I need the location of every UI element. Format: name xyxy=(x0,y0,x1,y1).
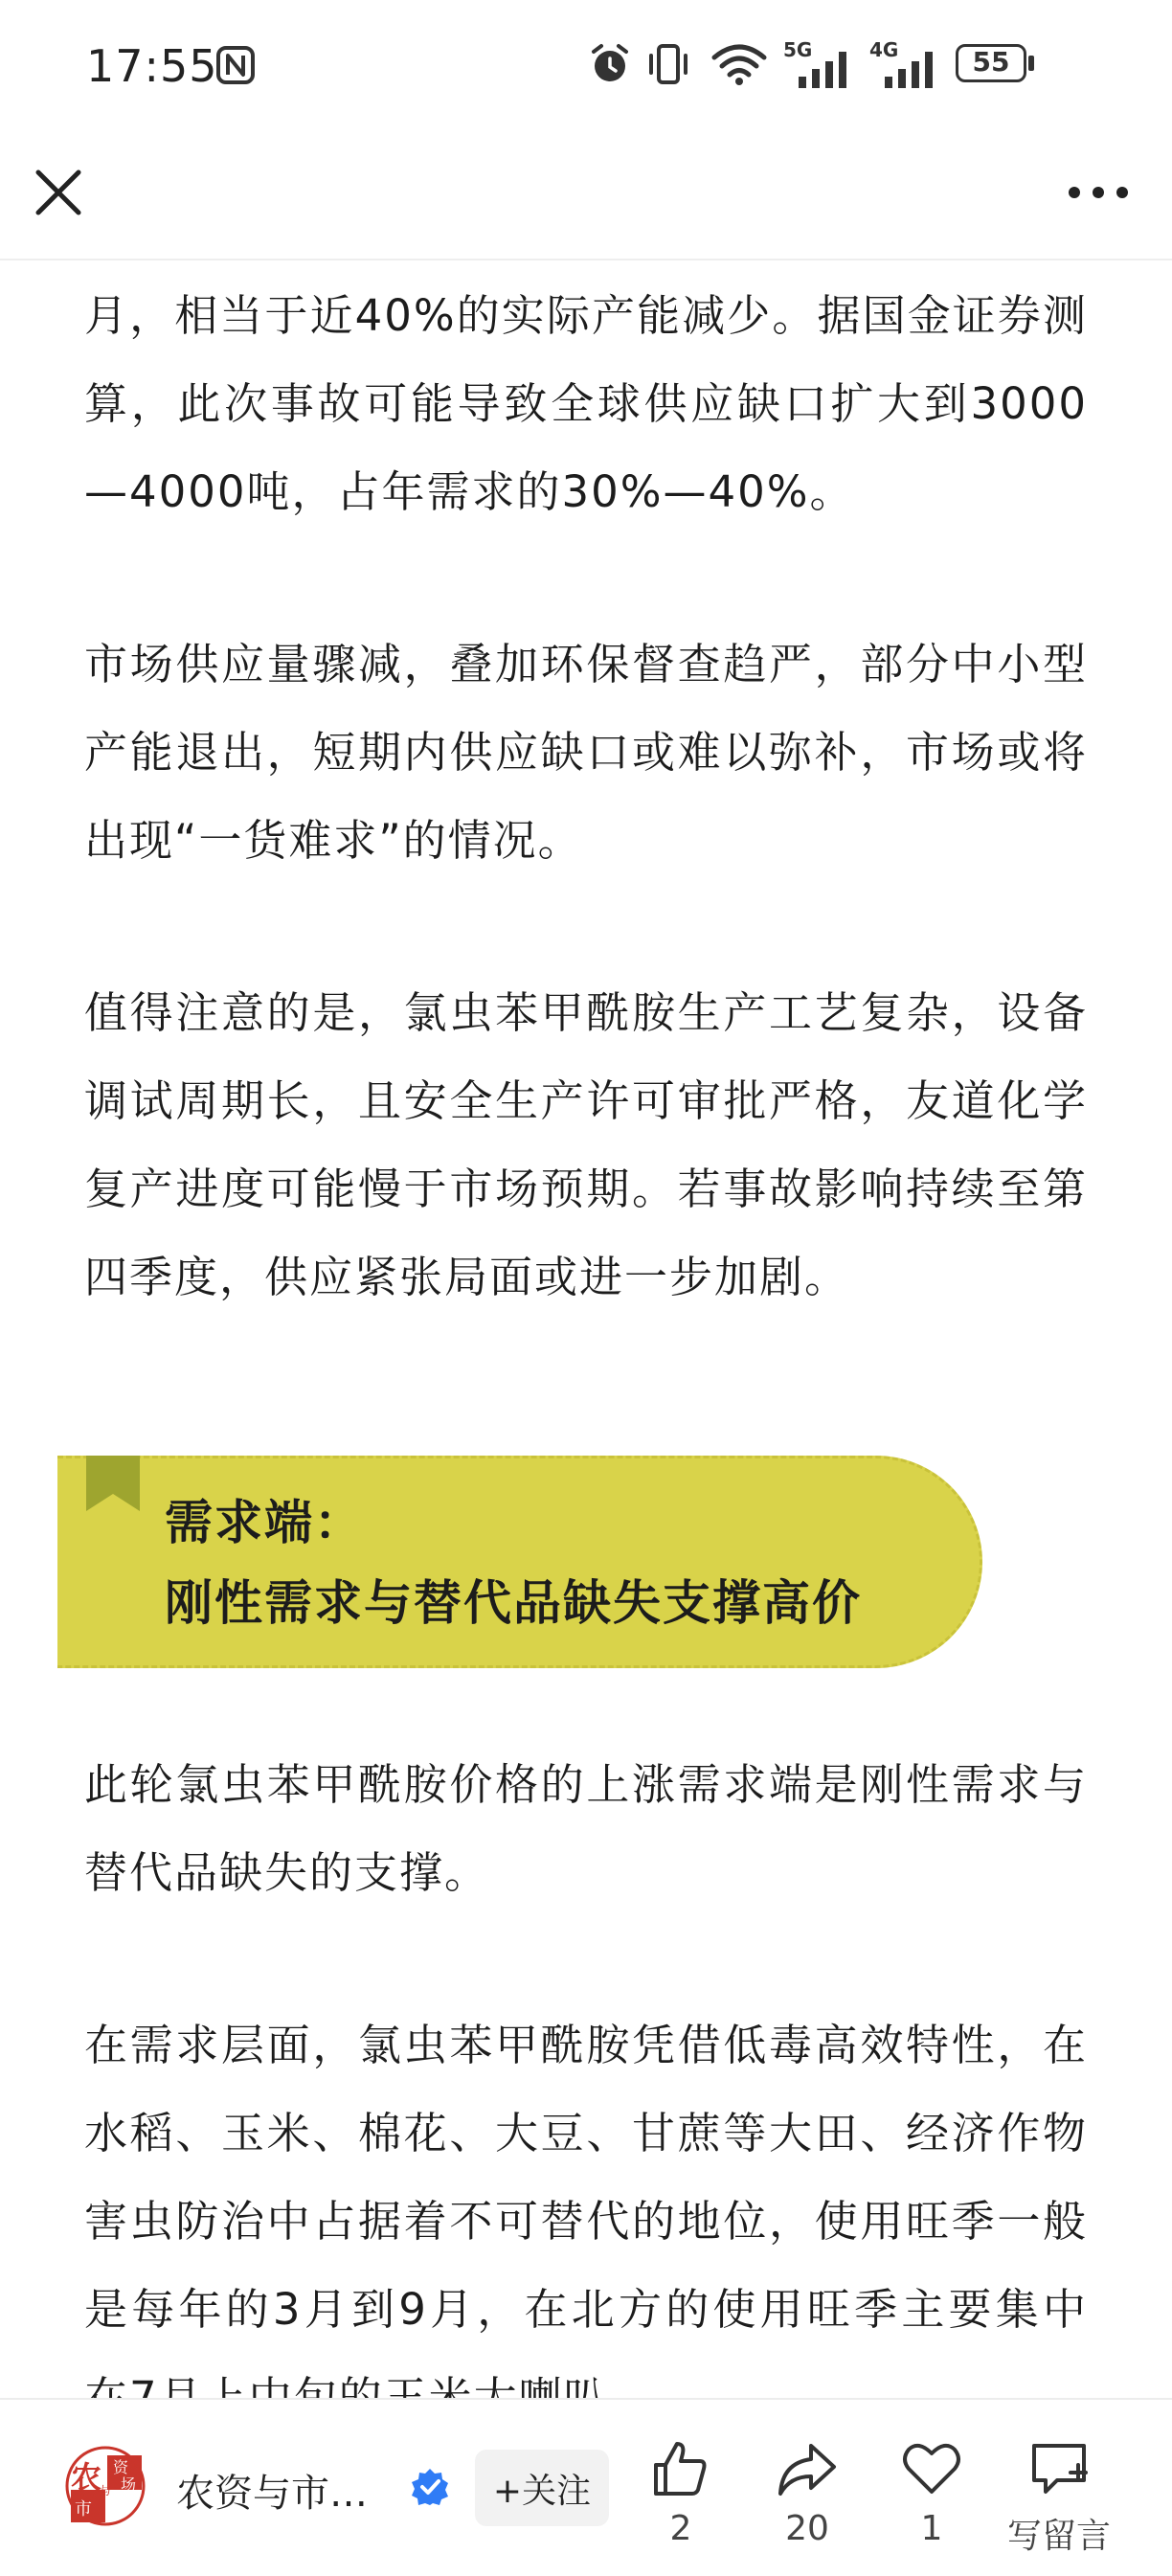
article-body-bottom xyxy=(84,1741,1088,2442)
paragraph: 月，相当于近40%的实际产能减少。据国金证券测算，此次事故可能导致全球供应缺口扩大到3000—4000吨，占年需求的30%—40%。 xyxy=(84,290,1088,517)
network-type-4g: 4G xyxy=(869,38,899,61)
paragraph: 值得注意的是，氯虫苯甲酰胺生产工艺复杂，设备调试周期长，且安全生产许可审批严格，友道化学复产进度可能慢于市场预期。若事故影响持续至第四季度，供应紧张局面或进一步加剧。 xyxy=(84,987,1088,1302)
signal-5g-icon xyxy=(783,38,854,90)
network-type-5g: 5G xyxy=(783,38,813,61)
write-comment-button[interactable] xyxy=(1000,2438,1118,2558)
top-nav xyxy=(0,134,1172,260)
account-name[interactable]: 农资与市… xyxy=(176,2472,368,2516)
alarm-icon xyxy=(588,42,632,86)
favorite-count: 1 xyxy=(920,2509,943,2548)
status-bar xyxy=(0,0,1172,134)
logo-char: 资 xyxy=(113,2458,129,2476)
logo-char: 场 xyxy=(121,2475,137,2494)
bottom-action-bar xyxy=(0,2398,1172,2576)
paragraph: 在需求层面，氯虫苯甲酰胺凭借低毒高效特性，在水稻、玉米、棉花、大豆、甘蔗等大田、经济作物害虫防治中占据着不可替代的地位，使用旺季一般是每年的3月到9月，在北方的使用旺季主要集中 xyxy=(84,2020,1088,2335)
logo-char: 市 xyxy=(75,2499,92,2520)
like-count: 2 xyxy=(669,2509,692,2548)
status-time: 17:55 xyxy=(86,40,218,92)
wifi-icon xyxy=(710,42,768,86)
verified-badge-icon xyxy=(410,2467,450,2507)
section-heading-line-1: 需求端： xyxy=(165,1495,364,1550)
article-body-top xyxy=(84,272,1088,1322)
nfc-icon xyxy=(216,46,255,84)
write-comment-label: 写留言 xyxy=(1006,2517,1111,2556)
follow-button[interactable]: +关注 xyxy=(475,2450,609,2526)
more-options-icon[interactable] xyxy=(1063,169,1134,216)
battery-level: 55 xyxy=(972,46,1010,78)
share-icon xyxy=(777,2438,838,2499)
share-count: 20 xyxy=(785,2509,829,2548)
logo-char: 与 xyxy=(100,2484,112,2497)
share-button[interactable] xyxy=(755,2438,860,2548)
like-button[interactable] xyxy=(628,2438,733,2548)
paragraph: 市场供应量骤减，叠加环保督查趋严，部分中小型产能退出，短期内供应缺口或难以弥补，市场或将出现“一货难求”的情况。 xyxy=(84,639,1088,866)
heart-icon xyxy=(901,2438,962,2499)
section-heading-line-2: 刚性需求与替代品缺失支撑高价 xyxy=(165,1575,862,1631)
paragraph: 此轮氯虫苯甲酰胺价格的上涨需求端是刚性需求与替代品缺失的支撑。 xyxy=(84,1759,1088,1898)
battery-icon xyxy=(956,44,1036,84)
signal-4g-icon xyxy=(869,38,940,90)
section-heading-banner xyxy=(57,1456,986,1672)
favorite-button[interactable] xyxy=(879,2438,984,2548)
vibrate-icon xyxy=(645,42,691,86)
section-heading xyxy=(165,1482,862,1643)
thumbs-up-icon xyxy=(650,2438,711,2499)
account-logo[interactable] xyxy=(63,2442,147,2528)
logo-char: 农 xyxy=(71,2459,102,2496)
close-icon[interactable] xyxy=(29,163,88,222)
comment-icon xyxy=(1028,2438,1090,2499)
bookmark-icon xyxy=(86,1456,140,1513)
